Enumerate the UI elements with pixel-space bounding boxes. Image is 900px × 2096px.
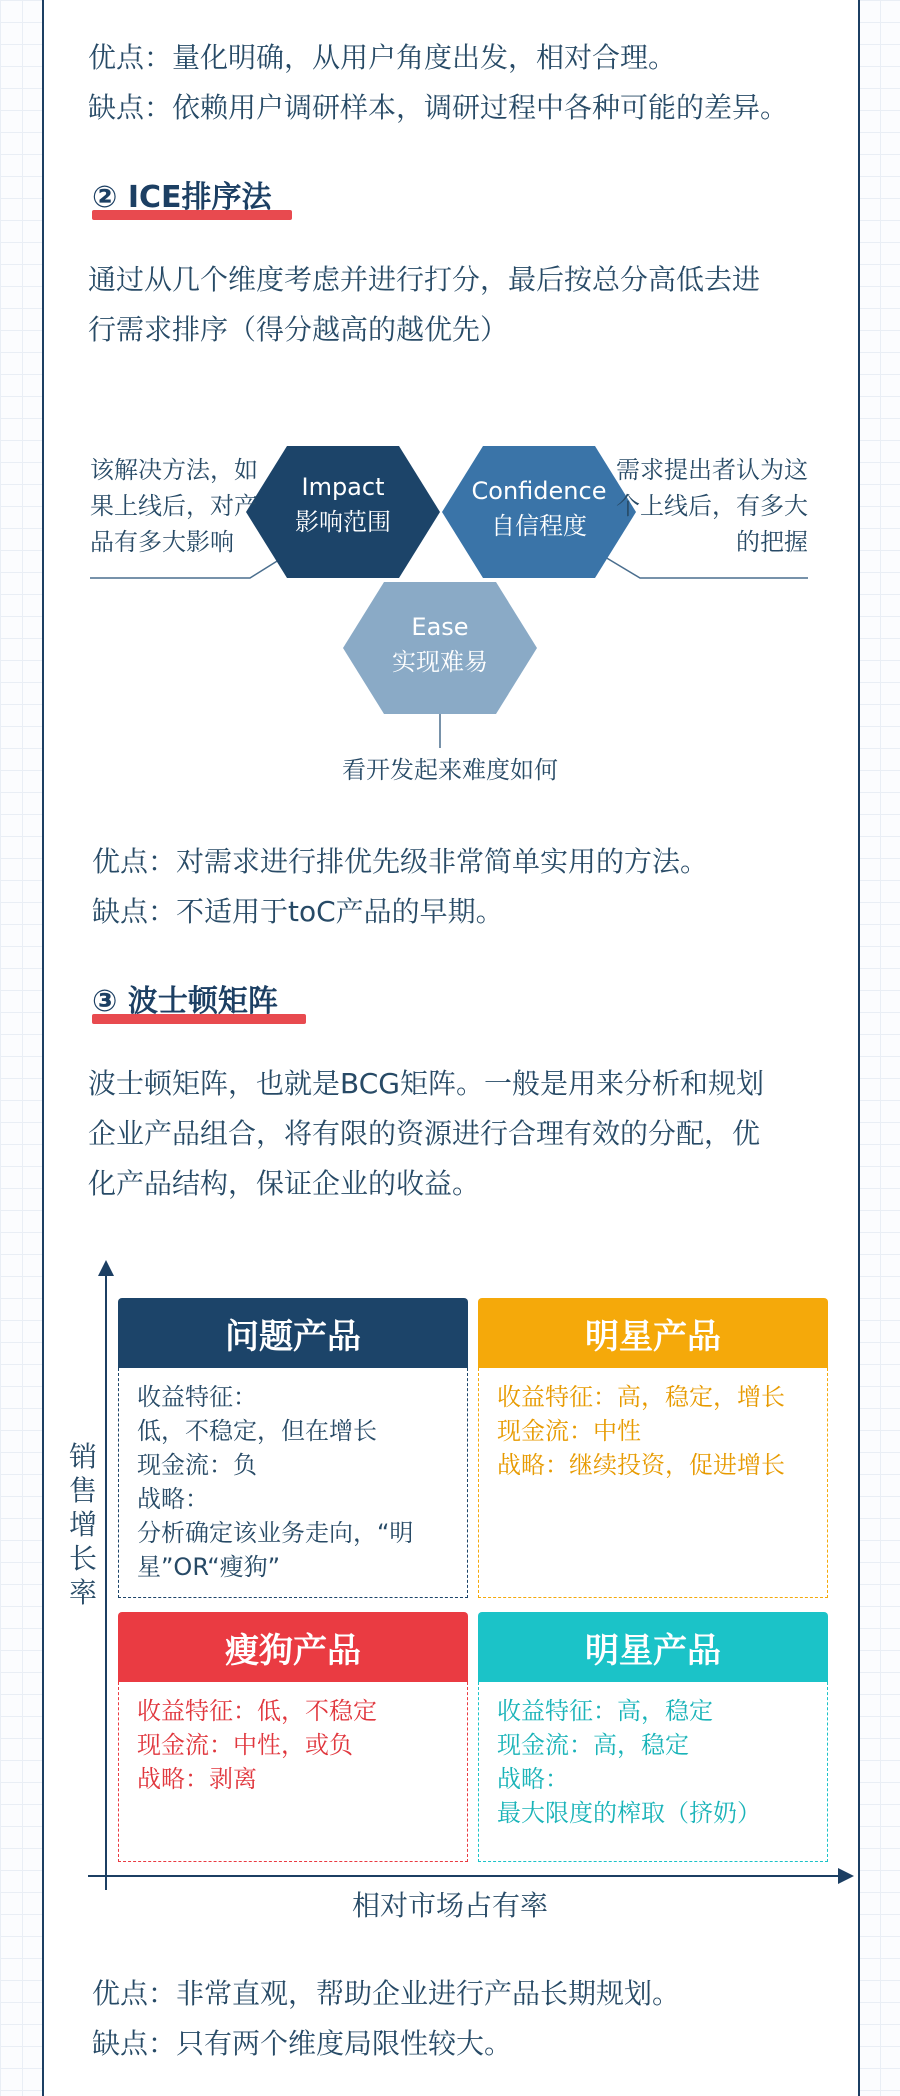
quadrant-question-line: 分析确定该业务走向，“明 [137, 1519, 414, 1547]
ice-pros: 优点：对需求进行排优先级非常简单实用的方法。 [92, 845, 709, 878]
confidence-en: Confidence [471, 477, 607, 505]
quadrant-star-line: 战略：继续投资，促进增长 [497, 1451, 785, 1479]
confidence-note-line2: 个上线后，有多大 [616, 492, 808, 520]
quadrant-dog-line: 收益特征：低，不稳定 [137, 1697, 377, 1725]
method1-pros: 优点：量化明确，从用户角度出发，相对合理。 [88, 41, 677, 74]
impact-cn: 影响范围 [295, 508, 391, 536]
quadrant-dog-line: 战略：剥离 [137, 1765, 257, 1793]
x-axis-label: 相对市场占有率 [351, 1889, 548, 1922]
quadrant-question-line: 战略： [137, 1485, 209, 1513]
quadrant-dog-header: 瘦狗产品 [118, 1612, 468, 1682]
confidence-cn: 自信程度 [491, 512, 587, 540]
quadrant-dog-body [118, 1682, 468, 1862]
ice-heading [92, 172, 272, 216]
bcg-intro-line1: 波士顿矩阵，也就是BCG矩阵。一般是用来分析和规划 [88, 1067, 764, 1100]
quadrant-star-line: 收益特征：高，稳定，增长 [497, 1383, 785, 1411]
quadrant-question-header: 问题产品 [118, 1298, 468, 1368]
bcg-intro-line2: 企业产品组合，将有限的资源进行合理有效的分配，优 [88, 1117, 761, 1150]
ease-en: Ease [411, 613, 469, 641]
quadrant-cow-line: 战略： [497, 1765, 569, 1793]
bcg-heading-text: ③ 波士顿矩阵 [92, 984, 278, 1019]
confidence-note-line1: 需求提出者认为这 [616, 456, 808, 484]
quadrant-star-line: 现金流：中性 [497, 1417, 641, 1445]
ice-diagram [0, 430, 900, 810]
quadrant-question-line: 低，不稳定，但在增长 [137, 1417, 377, 1445]
confidence-note-line3: 的把握 [736, 528, 808, 556]
x-axis-arrow [838, 1868, 854, 1884]
ice-intro-line2: 行需求排序（得分越高的越优先） [88, 313, 509, 346]
method1-cons: 缺点：依赖用户调研样本，调研过程中各种可能的差异。 [88, 91, 789, 124]
quadrant-star-header: 明星产品 [478, 1298, 828, 1368]
quadrant-question-line: 星”OR“瘦狗” [137, 1553, 281, 1581]
quadrant-question-line: 现金流：负 [137, 1451, 257, 1479]
bcg-intro-line3: 化产品结构，保证企业的收益。 [88, 1167, 481, 1200]
bcg-pros: 优点：非常直观，帮助企业进行产品长期规划。 [92, 1977, 681, 2010]
quadrant-dog-line: 现金流：中性，或负 [137, 1731, 353, 1759]
quadrant-question-body [118, 1368, 468, 1598]
impact-note-line1: 该解决方法，如 [90, 456, 258, 484]
y-axis-arrow [98, 1260, 114, 1276]
quadrant-cow-line: 收益特征：高，稳定 [497, 1697, 713, 1725]
bcg-cons: 缺点：只有两个维度局限性较大。 [92, 2027, 513, 2060]
quadrant-cow-line: 现金流：高，稳定 [497, 1731, 689, 1759]
y-axis-label: 销售增长率 [68, 1440, 97, 1609]
ease-note: 看开发起来难度如何 [342, 756, 558, 784]
quadrant-cow-header: 明星产品 [478, 1612, 828, 1682]
ice-heading-text: ② ICE排序法 [92, 180, 272, 215]
quadrant-question-line: 收益特征： [137, 1383, 257, 1411]
impact-note-line2: 果上线后，对产 [90, 492, 258, 520]
ease-cn: 实现难易 [392, 648, 488, 676]
ice-cons: 缺点：不适用于toC产品的早期。 [92, 895, 504, 928]
quadrant-cow-line: 最大限度的榨取（挤奶） [497, 1799, 761, 1827]
bcg-heading [92, 976, 278, 1020]
impact-en: Impact [301, 473, 385, 501]
impact-note-line3: 品有多大影响 [90, 528, 234, 556]
quadrant-cow-body [478, 1682, 828, 1862]
ice-intro-line1: 通过从几个维度考虑并进行打分，最后按总分高低去进 [88, 263, 761, 296]
quadrant-star-body [478, 1368, 828, 1598]
